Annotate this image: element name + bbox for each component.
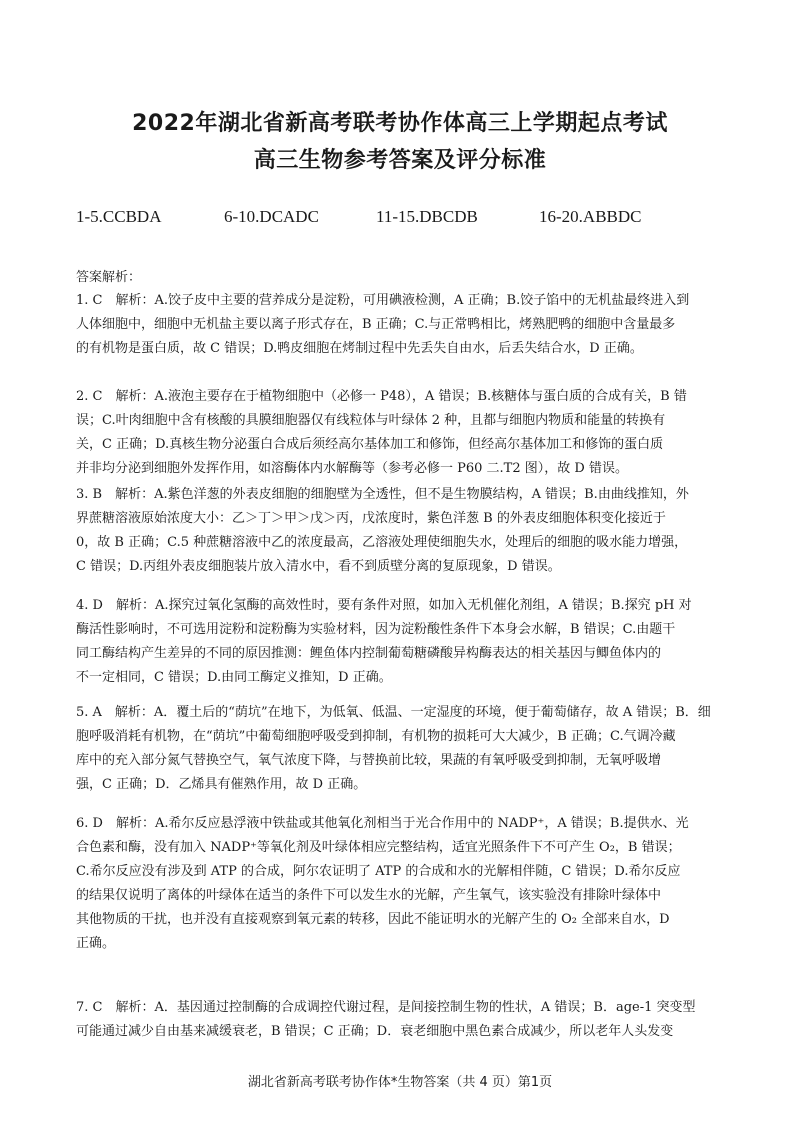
text-line: 其他物质的干扰，也并没有直接观察到氧元素的转移，因此不能证明水的光解产生的 O₂ 全部来自水，D (76, 912, 670, 928)
text-line: 6. D 解析：A.希尔反应悬浮液中铁盐或其他氧化剂相当于光合作用中的 NADP⁺，A 错误；B.提供水、光 (76, 816, 689, 831)
text-line: 2. C 解析：A.液泡主要存在于植物细胞中（必修一 P48），A 错误；B.核糖体与蛋白质的合成有关，B 错 (76, 389, 687, 404)
text-line: 3. B 解析：A.紫色洋葱的外表皮细胞的细胞壁为全透性，但不是生物膜结构，A 错误；B.由曲线推知，外 (76, 487, 689, 502)
text-line: 界蔗糖溶液原始浓度大小：乙＞丁＞甲＞戊＞丙，戊浓度时，紫色洋葱 B 的外表皮细胞体积变化接近于 (76, 511, 666, 527)
text-line: 强，C 正确；D．乙烯具有催熟作用，故 D 正确。 (76, 777, 367, 793)
answer-key-group: 16-20.ABBDC (539, 207, 642, 226)
text-line: 并非均分泌到细胞外发挥作用，如溶酶体内水解酶等（参考必修一 P60 二.T2 图），故 D 错误。 (76, 461, 628, 477)
text-line: 库中的充入部分氮气替换空气，氧气浓度下降，与替换前比较，果蔬的有氧呼吸受到抑制，无氧呼吸增 (76, 753, 662, 769)
text-line: 7. C 解析：A．基因通过控制酶的合成调控代谢过程，是间接控制生物的性状，A 错误；B．age-1 突变型 (76, 1000, 696, 1015)
text-line: 可能通过减少自由基来减缓衰老，B 错误；C 正确；D．衰老细胞中黑色素合成减少，所以老年人头发变 (76, 1024, 674, 1040)
answer-key-group: 11-15.DBCDB (376, 207, 478, 226)
text-line: 1. C 解析：A.饺子皮中主要的营养成分是淀粉，可用碘液检测，A 正确；B.饺子馅中的无机盐最终进入到 (76, 293, 690, 308)
analysis-label: 答案解析： (76, 270, 142, 285)
page-footer: 湖北省新高考联考协作体*生物答案（共 4 页）第1页 (247, 1075, 553, 1090)
document-title: 2022年湖北省新高考联考协作体高三上学期起点考试 (132, 111, 668, 136)
text-line: 4. D 解析：A.探究过氧化氢酶的高效性时，要有条件对照，如加入无机催化剂组，A 错误；B.探究 pH 对 (76, 598, 692, 613)
question-explanation (76, 812, 740, 957)
text-line: 0，故 B 正确；C.5 种蔗糖溶液中乙的浓度最高，乙溶液处理使细胞失水，处理后的细胞的吸水能力增强， (76, 535, 688, 551)
question-explanation (76, 289, 740, 361)
text-line: 关，C 正确；D.真核生物分泌蛋白合成后须经高尔基体加工和修饰，但经高尔基体加工和修饰的蛋白质 (76, 437, 664, 453)
question-explanation (76, 594, 740, 690)
text-line: 的结果仅说明了离体的叶绿体在适当的条件下可以发生水的光解，产生氧气，该实验没有排除叶绿体中 (76, 888, 662, 904)
text-line: 同工酶结构产生差异的不同的原因推测：鲤鱼体内控制葡萄糖磷酸异构酶表达的相关基因与鲫鱼体内的 (76, 646, 662, 662)
text-line: 胞呼吸消耗有机物，在“荫坑”中葡萄细胞呼吸受到抑制，有机物的损耗可大大减少，B 正确；C.气调冷藏 (76, 729, 676, 745)
text-line: 不一定相同，C 错误；D.由同工酶定义推知，D 正确。 (76, 670, 392, 686)
question-explanation (76, 385, 740, 481)
answer-key-group: 6-10.DCADC (224, 207, 319, 226)
text-line: 5. A 解析：A．覆土后的“荫坑”在地下，为低氧、低温、一定湿度的环境，便于葡萄储存，故 A 错误；B．细 (76, 705, 711, 720)
question-explanation (76, 483, 740, 579)
question-explanation (76, 701, 740, 797)
text-line: 的有机物是蛋白质，故 C 错误；D.鸭皮细胞在烤制过程中先丢失自由水，后丢失结合水，D 正确。 (76, 341, 643, 357)
document-subtitle: 高三生物参考答案及评分标准 (253, 148, 547, 173)
text-line: 正确。 (76, 936, 116, 952)
text-line: 人体细胞中，细胞中无机盐主要以离子形式存在，B 正确；C.与正常鸭相比，烤熟肥鸭的细胞中含量最多 (76, 317, 676, 333)
text-line: C 错误；D.丙组外表皮细胞装片放入清水中，看不到质壁分离的复原现象，D 错误。 (76, 559, 561, 575)
text-line: 酶活性影响时，不可选用淀粉和淀粉酶为实验材料，因为淀粉酸性条件下本身会水解，B 错误；C.由题干 (76, 622, 676, 638)
text-line: 误；C.叶肉细胞中含有核酸的具膜细胞器仅有线粒体与叶绿体 2 种，且都与细胞内物质和能量的转换有 (76, 413, 666, 429)
question-explanation (76, 996, 740, 1044)
answer-key-row (76, 207, 756, 227)
text-line: 合色素和酶，没有加入 NADP⁺等氧化剂及叶绿体相应完整结构，适宜光照条件下不可产生 O₂，B 错误； (76, 840, 681, 856)
text-line: C.希尔反应没有涉及到 ATP 的合成，阿尔农证明了 ATP 的合成和水的光解相伴随，C 错误；D.希尔反应 (76, 864, 681, 880)
answer-key-group: 1-5.CCBDA (76, 207, 162, 226)
